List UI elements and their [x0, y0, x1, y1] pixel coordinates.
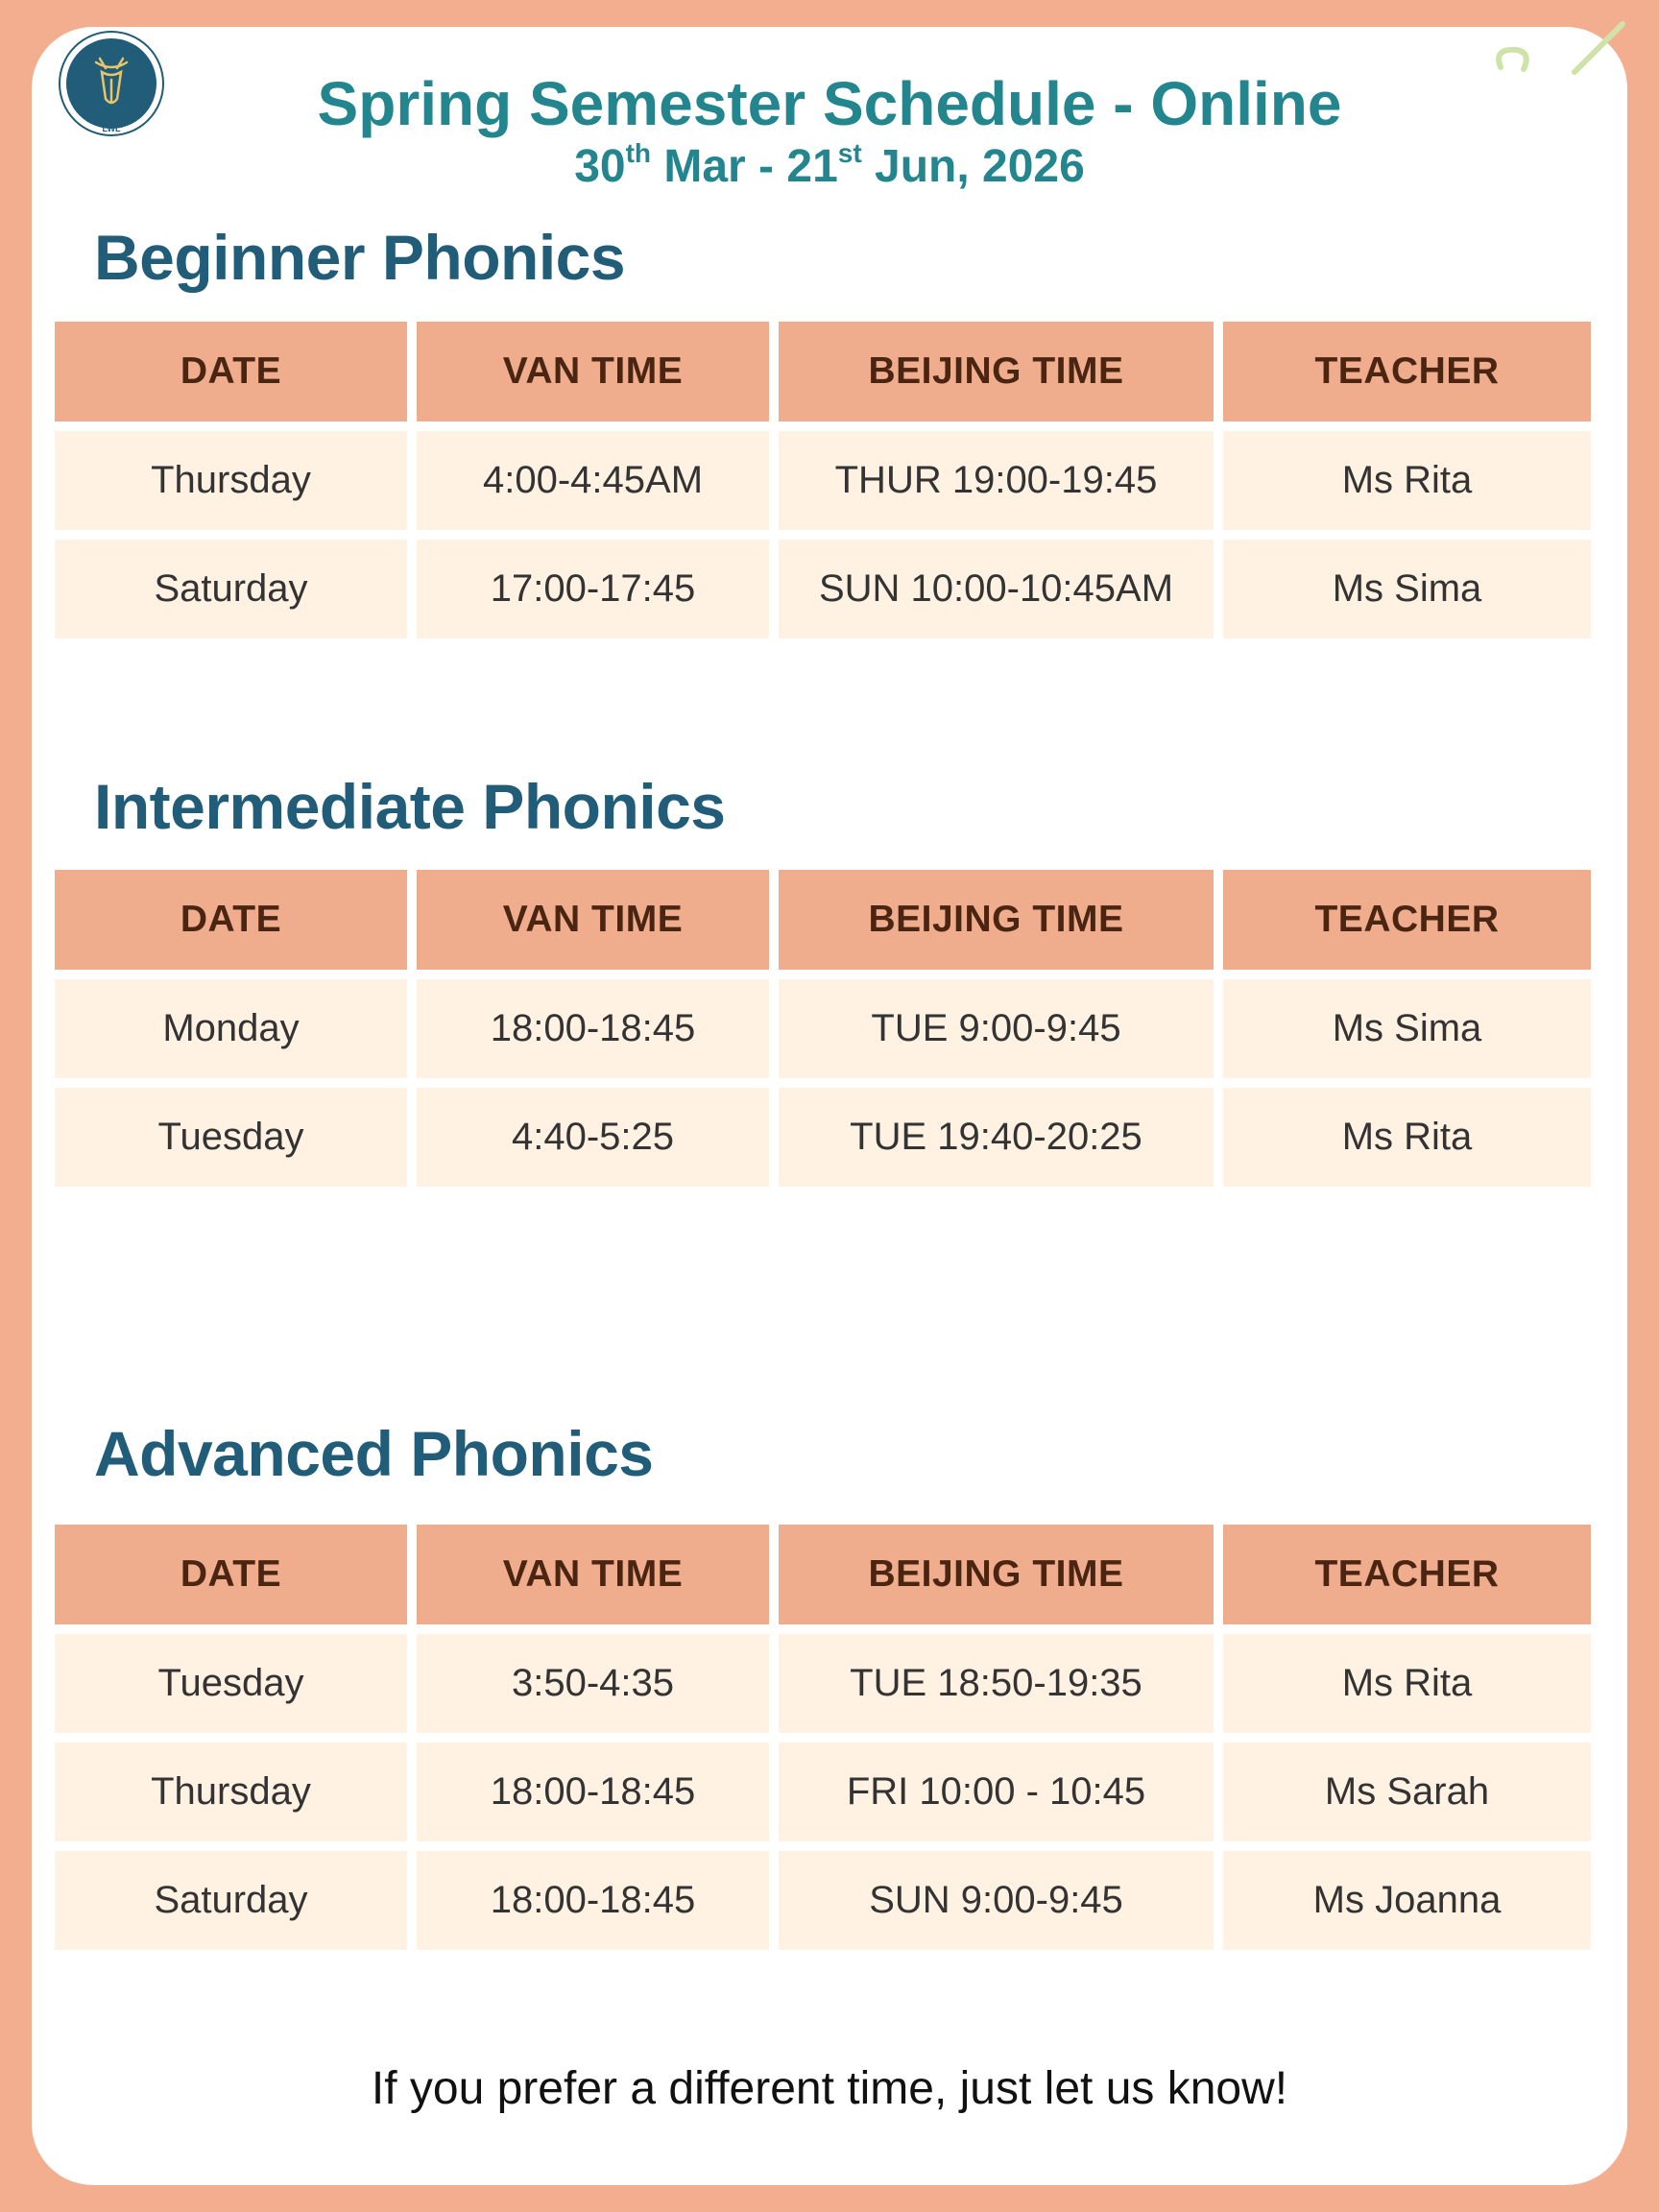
section-heading-beginner: Beginner Phonics [94, 222, 626, 293]
column-header-teacher: TEACHER [1223, 322, 1591, 421]
cell-beijing-time: THUR 19:00-19:45 [779, 431, 1214, 530]
table-row [55, 1851, 1591, 1950]
cell-teacher: Ms Rita [1223, 1088, 1591, 1187]
column-header-beijing-time: BEIJING TIME [779, 1525, 1214, 1624]
cell-date: Saturday [55, 1851, 407, 1950]
cell-date: Thursday [55, 1743, 407, 1841]
table-row [55, 1743, 1591, 1841]
table-header-row [55, 322, 1591, 421]
schedule-table-advanced [45, 1515, 1600, 1960]
column-header-van-time: VAN TIME [417, 870, 769, 970]
cell-beijing-time: FRI 10:00 - 10:45 [779, 1743, 1214, 1841]
cell-date: Tuesday [55, 1634, 407, 1733]
cell-van-time: 18:00-18:45 [417, 979, 769, 1078]
cell-teacher: Ms Sima [1223, 979, 1591, 1078]
section-heading-intermediate: Intermediate Phonics [94, 771, 726, 842]
column-header-date: DATE [55, 1525, 407, 1624]
svg-text:LWL: LWL [102, 124, 121, 133]
column-header-teacher: TEACHER [1223, 870, 1591, 970]
cell-teacher: Ms Joanna [1223, 1851, 1591, 1950]
column-header-teacher: TEACHER [1223, 1525, 1591, 1624]
cell-date: Tuesday [55, 1088, 407, 1187]
cell-date: Saturday [55, 540, 407, 638]
column-header-van-time: VAN TIME [417, 322, 769, 421]
table-row [55, 1634, 1591, 1733]
cell-date: Thursday [55, 431, 407, 530]
page-title: Spring Semester Schedule - Online [317, 69, 1342, 138]
schedule-table-beginner [45, 312, 1600, 648]
column-header-date: DATE [55, 322, 407, 421]
footer-note: If you prefer a different time, just let us know! [371, 2063, 1288, 2114]
cell-teacher: Ms Rita [1223, 1634, 1591, 1733]
table-row [55, 979, 1591, 1078]
cell-beijing-time: TUE 9:00-9:45 [779, 979, 1214, 1078]
table-row [55, 540, 1591, 638]
cell-beijing-time: SUN 10:00-10:45AM [779, 540, 1214, 638]
cell-teacher: Ms Sarah [1223, 1743, 1591, 1841]
cell-beijing-time: TUE 19:40-20:25 [779, 1088, 1214, 1187]
section-heading-advanced: Advanced Phonics [94, 1418, 654, 1489]
cell-beijing-time: TUE 18:50-19:35 [779, 1634, 1214, 1733]
table-row [55, 431, 1591, 530]
cell-van-time: 4:40-5:25 [417, 1088, 769, 1187]
schedule-table-intermediate [45, 860, 1600, 1196]
cell-date: Monday [55, 979, 407, 1078]
cell-van-time: 18:00-18:45 [417, 1743, 769, 1841]
column-header-date: DATE [55, 870, 407, 970]
cell-teacher: Ms Rita [1223, 431, 1591, 530]
table-header-row [55, 870, 1591, 970]
table-header-row [55, 1525, 1591, 1624]
cell-van-time: 3:50-4:35 [417, 1634, 769, 1733]
cell-teacher: Ms Sima [1223, 540, 1591, 638]
date-range: 30th Mar - 21st Jun, 2026 [574, 138, 1085, 192]
column-header-beijing-time: BEIJING TIME [779, 322, 1214, 421]
column-header-van-time: VAN TIME [417, 1525, 769, 1624]
cell-van-time: 4:00-4:45AM [417, 431, 769, 530]
cell-van-time: 17:00-17:45 [417, 540, 769, 638]
column-header-beijing-time: BEIJING TIME [779, 870, 1214, 970]
table-row [55, 1088, 1591, 1187]
cell-beijing-time: SUN 9:00-9:45 [779, 1851, 1214, 1950]
cell-van-time: 18:00-18:45 [417, 1851, 769, 1950]
